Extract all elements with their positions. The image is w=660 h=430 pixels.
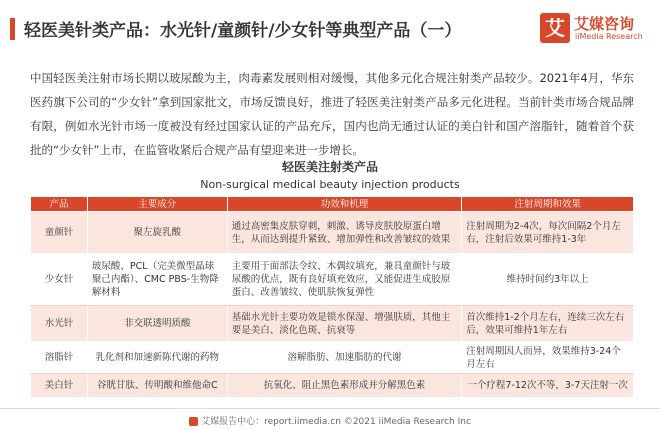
logo-mark-icon: 艾 — [540, 13, 570, 43]
header-product: 产品 — [31, 197, 88, 212]
cell-ingredient: 非交联透明质酸 — [87, 306, 227, 342]
title-accent-bar — [10, 18, 15, 40]
cell-cycle: 注射周期为2-4次，每次间隔2个月左右，注射后效果可维持1-3年 — [462, 212, 634, 254]
page-title: 轻医美针类产品：水光针/童颜针/少女针等典型产品（一） — [24, 21, 462, 41]
cell-mechanism: 基础水光针主要功效是锁水保湿、增强肤质，其他主要是美白、淡化色斑、抗衰等 — [227, 306, 462, 342]
cell-mechanism: 溶解脂肪、加速脂肪的代谢 — [227, 342, 462, 374]
iimedia-footer-icon — [189, 417, 198, 426]
cell-cycle: 首次维持1-2个月左右，连续三次左右后，效果可维持1年左右 — [462, 306, 634, 342]
footer-text: 艾媒报告中心：report.iimedia.cn ©2021 iiMedia Research Inc — [201, 417, 471, 427]
logo-chinese-name: 艾媒咨询 — [574, 15, 635, 33]
cell-product: 美白针 — [31, 374, 88, 398]
cell-ingredient: 聚左旋乳酸 — [87, 212, 227, 254]
table-row — [31, 254, 634, 306]
cell-mechanism: 抗氧化、阻止黑色素形成并分解黑色素 — [227, 374, 462, 398]
cell-mechanism: 主要用于面部法令纹、木偶纹填充，兼具童颜针与玻尿酸的优点，既有良好填充效应，又能促进生成胶原蛋白、改善皱纹、使肌肤恢复弹性 — [227, 254, 462, 306]
table-title: 轻医美注射类产品 — [281, 160, 378, 174]
table-row — [31, 306, 634, 342]
cell-ingredient: 乳化剂和加速新陈代谢的药物 — [87, 342, 227, 374]
table-row — [31, 212, 634, 254]
cell-product: 溶脂针 — [31, 342, 88, 374]
header-ingredient: 主要成分 — [87, 197, 227, 212]
products-table — [30, 196, 634, 398]
logo-english-name: iiMedia Research — [575, 32, 643, 41]
header-cycle: 注射周期和效果 — [462, 197, 634, 212]
table-subtitle: Non-surgical medical beauty injection products — [200, 178, 460, 191]
page-header — [0, 0, 660, 50]
cell-ingredient: 谷胱甘肽、传明酸和维他命C — [87, 374, 227, 398]
iimedia-logo — [540, 13, 655, 45]
table-row — [31, 374, 634, 398]
intro-paragraph: 中国轻医美注射市场长期以玻尿酸为主，肉毒素发展则相对缓慢，其他多元化合规注射类产品较少。2021年4月，华东医药旗下公司的“少女针”拿到国家批文，市场反馈良好，推进了轻医美注射类产品多元化进程。当前针类市场合规品牌有限，例如水光针市场一度被没有经过国家认证的产品充斥，国内也尚无通过认证的美白针和国产溶脂针，随着首个获批的“少女针”上市，在监管收紧后合规产品有望迎来进一步增长。 — [30, 71, 634, 157]
table-header-row — [31, 197, 634, 212]
cell-product: 童颜针 — [31, 212, 88, 254]
cell-mechanism: 通过高密集皮肤穿刺，刺激、诱导皮肤胶原蛋白增生，从而达到提升紧致、增加弹性和改善皱纹的效果 — [227, 212, 462, 254]
cell-product: 少女针 — [31, 254, 88, 306]
table-row — [31, 342, 634, 374]
cell-cycle: 维持时间约3年以上 — [462, 254, 634, 306]
footer-divider — [0, 408, 660, 409]
header-mechanism: 功效和机理 — [227, 197, 462, 212]
cell-ingredient: 玻尿酸、PCL（完美微型晶球聚己内酯）、CMC PBS-生物降解材料 — [87, 254, 227, 306]
cell-cycle: 注射周期因人而异，效果维持3-24个月左右 — [462, 342, 634, 374]
cell-cycle: 一个疗程7-12次不等，3-7天注射一次 — [462, 374, 634, 398]
page-footer — [0, 414, 660, 427]
cell-product: 水光针 — [31, 306, 88, 342]
